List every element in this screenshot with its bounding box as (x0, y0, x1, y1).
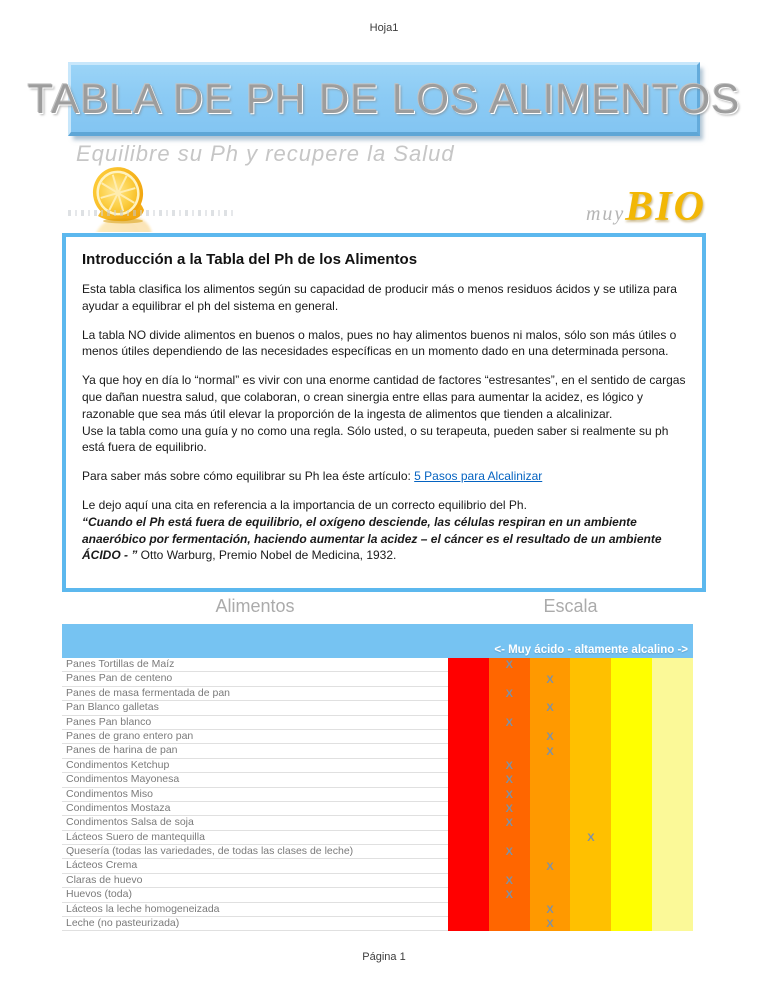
scale-cell (448, 802, 489, 816)
scale-cell (530, 672, 571, 686)
scale-cell (611, 816, 652, 830)
logo-main-text: BIO (625, 184, 706, 230)
scale-cell (530, 816, 571, 830)
x-marker: X (505, 803, 513, 816)
x-marker: X (505, 846, 513, 859)
page-number: Página 1 (362, 951, 406, 963)
scale-cell (570, 845, 611, 859)
scale-cell (530, 874, 571, 888)
scale-cell (448, 730, 489, 744)
scale-cell (489, 716, 530, 730)
scale-cell (611, 716, 652, 730)
intro-paragraph-1: Esta tabla clasifica los alimentos según su capacidad de producir más o menos residuos ácidos y se utiliza para ayudar a equilibrar el ph del sistema en general. (82, 282, 677, 313)
table-row (62, 888, 693, 902)
table-row (62, 903, 693, 917)
scale-cell (489, 730, 530, 744)
lemon-image (68, 166, 238, 232)
scale-cell (489, 788, 530, 802)
intro-paragraph-3a: Ya que hoy en día lo “normal” es vivir con una enorme cantidad de factores “estresantes”, en el sentido de cargas que dañan nuestra salud, que colaboran, o crean sinergia entre ellas para aumentar la acidez, es lógico y razonable que sea más útil elevar la proporción de la ingesta de alimentos que tienden a alcalinizar. (82, 373, 686, 421)
table-row (62, 788, 693, 802)
scale-cell (611, 672, 652, 686)
scale-cell (570, 658, 611, 672)
scale-cell (530, 903, 571, 917)
scale-cell (652, 845, 693, 859)
scale-cell (530, 687, 571, 701)
scale-cell (611, 845, 652, 859)
scale-cell (448, 658, 489, 672)
page-subtitle: Equilibre su Ph y recupere la Salud (76, 141, 455, 166)
scale-cell (530, 658, 571, 672)
scale-cell (448, 759, 489, 773)
scale-cell (611, 888, 652, 902)
scale-cell (652, 874, 693, 888)
scale-cell (489, 759, 530, 773)
scale-cell (652, 716, 693, 730)
scale-cell (448, 816, 489, 830)
table-row (62, 672, 693, 686)
article-text: Para saber más sobre cómo equilibrar su Ph lea éste artículo: (82, 469, 415, 484)
scale-cell (448, 687, 489, 701)
scale-cell (570, 859, 611, 873)
food-name: Panes Pan blanco (62, 716, 448, 730)
x-marker: X (505, 889, 513, 902)
scale-cell (570, 888, 611, 902)
scale-cell (530, 788, 571, 802)
scale-cell (448, 888, 489, 902)
table-row (62, 802, 693, 816)
food-name: Quesería (todas las variedades, de todas las clases de leche) (62, 845, 448, 859)
scale-cell (570, 716, 611, 730)
scale-cell (489, 888, 530, 902)
scale-cell (570, 903, 611, 917)
scale-cell (652, 859, 693, 873)
x-marker: X (505, 788, 513, 801)
scale-cell (530, 831, 571, 845)
scale-cell (448, 903, 489, 917)
scale-cell (611, 730, 652, 744)
x-marker: X (546, 903, 554, 916)
x-marker: X (505, 774, 513, 787)
scale-cell (489, 859, 530, 873)
muybio-logo (530, 183, 706, 231)
table-row (62, 687, 693, 701)
title-banner (27, 62, 741, 136)
scale-header-bar (62, 624, 693, 658)
scale-cell (489, 917, 530, 931)
scale-cell (652, 730, 693, 744)
scale-cell (652, 744, 693, 758)
scale-cell (530, 773, 571, 787)
scale-cell (489, 816, 530, 830)
scale-cell (448, 845, 489, 859)
quote-attribution: Otto Warburg, Premio Nobel de Medicina, 1932. (137, 548, 397, 563)
scale-cell (652, 687, 693, 701)
intro-paragraph-4 (82, 468, 686, 485)
table-row (62, 831, 693, 845)
table-row (62, 816, 693, 830)
scale-cell (611, 658, 652, 672)
scale-cell (570, 744, 611, 758)
scale-cell (448, 859, 489, 873)
food-name: Lácteos la leche homogeneizada (62, 903, 448, 917)
scale-cell (530, 744, 571, 758)
photo-watermark (68, 210, 233, 216)
scale-cell (489, 687, 530, 701)
table-row (62, 874, 693, 888)
x-marker: X (505, 875, 513, 888)
intro-paragraph-2: La tabla NO divide alimentos en buenos o malos, pues no hay alimentos buenos ni malos, sólo son más útiles o menos útiles dependiendo de las necesidades específicas en un momento dado en una determinada persona. (82, 327, 677, 359)
x-marker: X (546, 745, 554, 758)
page-title: TABLA DE PH DE LOS ALIMENTOS (27, 74, 741, 122)
scale-cell (570, 730, 611, 744)
food-name: Leche (no pasteurizada) (62, 917, 448, 931)
scale-cell (652, 759, 693, 773)
table-row (62, 759, 693, 773)
x-marker: X (505, 716, 513, 729)
scale-cell (611, 759, 652, 773)
scale-cell (652, 773, 693, 787)
sheet-title: Hoja1 (369, 22, 399, 34)
food-name: Huevos (toda) (62, 888, 448, 902)
scale-column-header: Escala (543, 596, 598, 616)
scale-cell (611, 917, 652, 931)
table-row (62, 744, 693, 758)
scale-cell (652, 788, 693, 802)
scale-cell (448, 716, 489, 730)
scale-cell (489, 903, 530, 917)
scale-cell (652, 831, 693, 845)
food-name: Pan Blanco galletas (62, 701, 448, 715)
lemon-illustration (68, 166, 238, 232)
x-marker: X (546, 673, 554, 686)
scale-cell (448, 788, 489, 802)
logo-prefix-text: muy (585, 203, 626, 225)
scale-cell (448, 672, 489, 686)
x-marker: X (546, 702, 554, 715)
x-marker: X (546, 860, 554, 873)
food-name: Condimentos Salsa de soja (62, 816, 448, 830)
intro-heading: Introducción a la Tabla del Ph de los Alimentos (82, 251, 418, 268)
x-marker: X (505, 687, 513, 700)
scale-cell (652, 903, 693, 917)
scale-cell (489, 874, 530, 888)
table-row (62, 730, 693, 744)
food-name: Condimentos Mayonesa (62, 773, 448, 787)
scale-cell (570, 874, 611, 888)
warburg-quote (82, 514, 686, 564)
food-table-body (62, 658, 693, 931)
scale-cell (611, 744, 652, 758)
scale-cell (530, 917, 571, 931)
food-name: Condimentos Mostaza (62, 802, 448, 816)
scale-cell (570, 917, 611, 931)
intro-box (62, 233, 706, 592)
scale-cell (530, 701, 571, 715)
x-marker: X (505, 817, 513, 830)
food-name: Panes de masa fermentada de pan (62, 687, 448, 701)
scale-cell (530, 888, 571, 902)
scale-cell (611, 859, 652, 873)
food-name: Lácteos Crema (62, 859, 448, 873)
scale-cell (570, 831, 611, 845)
scale-cell (489, 831, 530, 845)
x-marker: X (546, 918, 554, 931)
scale-cell (570, 672, 611, 686)
quote-text: “Cuando el Ph está fuera de equilibrio, el oxígeno desciende, las células respiran en un ambiente anaeróbico por fermentación, haciendo aumentar la acidez – el cáncer es el resultado de un ambiente ÁCIDO - ” (82, 514, 662, 563)
scale-cell (448, 744, 489, 758)
scale-cell (530, 859, 571, 873)
scale-cell (530, 759, 571, 773)
scale-cell (611, 874, 652, 888)
food-name: Panes Pan de centeno (62, 672, 448, 686)
quote-intro: Le dejo aquí una cita en referencia a la importancia de un correcto equilibrio del Ph. (82, 497, 527, 512)
scale-cell (652, 802, 693, 816)
food-name: Panes Tortillas de Maíz (62, 658, 448, 672)
food-name: Lácteos Suero de mantequilla (62, 831, 448, 845)
foods-column-header: Alimentos (215, 596, 295, 616)
scale-cell (448, 874, 489, 888)
x-marker: X (505, 759, 513, 772)
scale-cell (570, 788, 611, 802)
scale-cell (611, 773, 652, 787)
food-name: Panes de harina de pan (62, 744, 448, 758)
scale-cell (489, 672, 530, 686)
food-name: Condimentos Ketchup (62, 759, 448, 773)
table-row (62, 845, 693, 859)
scale-cell (448, 773, 489, 787)
table-row (62, 773, 693, 787)
scale-cell (652, 917, 693, 931)
scale-cell (489, 845, 530, 859)
table-row (62, 859, 693, 873)
scale-cell (652, 672, 693, 686)
scale-cell (489, 773, 530, 787)
scale-cell (611, 903, 652, 917)
scale-cell (570, 759, 611, 773)
scale-cell (611, 788, 652, 802)
scale-cell (570, 687, 611, 701)
x-marker: X (546, 731, 554, 744)
x-marker: X (587, 831, 595, 844)
scale-cell (652, 816, 693, 830)
scale-cell (530, 730, 571, 744)
scale-cell (611, 687, 652, 701)
table-row (62, 658, 693, 672)
x-marker: X (505, 659, 513, 672)
food-name: Condimentos Miso (62, 788, 448, 802)
scale-cell (448, 701, 489, 715)
scale-cell (611, 701, 652, 715)
scale-cell (448, 831, 489, 845)
scale-cell (448, 917, 489, 931)
scale-cell (489, 744, 530, 758)
intro-paragraph-3b: Use la tabla como una guía y no como una regla. Sólo usted, o su terapeuta, pueden saber si realmente su ph está fuera de equilibrio. (82, 423, 669, 455)
table-row (62, 701, 693, 715)
scale-cell (652, 658, 693, 672)
alkalize-article-link[interactable]: 5 Pasos para Alcalinizar (414, 469, 543, 484)
scale-cell (530, 716, 571, 730)
scale-cell (652, 701, 693, 715)
scale-cell (570, 773, 611, 787)
scale-cell (530, 845, 571, 859)
scale-cell (570, 802, 611, 816)
scale-cell (530, 802, 571, 816)
scale-cell (489, 658, 530, 672)
scale-range-note: <- Muy ácido - altamente alcalino -> (494, 644, 688, 656)
scale-cell (489, 701, 530, 715)
scale-cell (570, 816, 611, 830)
scale-cell (489, 802, 530, 816)
scale-cell (570, 701, 611, 715)
food-name: Claras de huevo (62, 874, 448, 888)
scale-cell (611, 831, 652, 845)
food-name: Panes de grano entero pan (62, 730, 448, 744)
scale-cell (652, 888, 693, 902)
table-row (62, 716, 693, 730)
table-row (62, 917, 693, 931)
scale-cell (611, 802, 652, 816)
